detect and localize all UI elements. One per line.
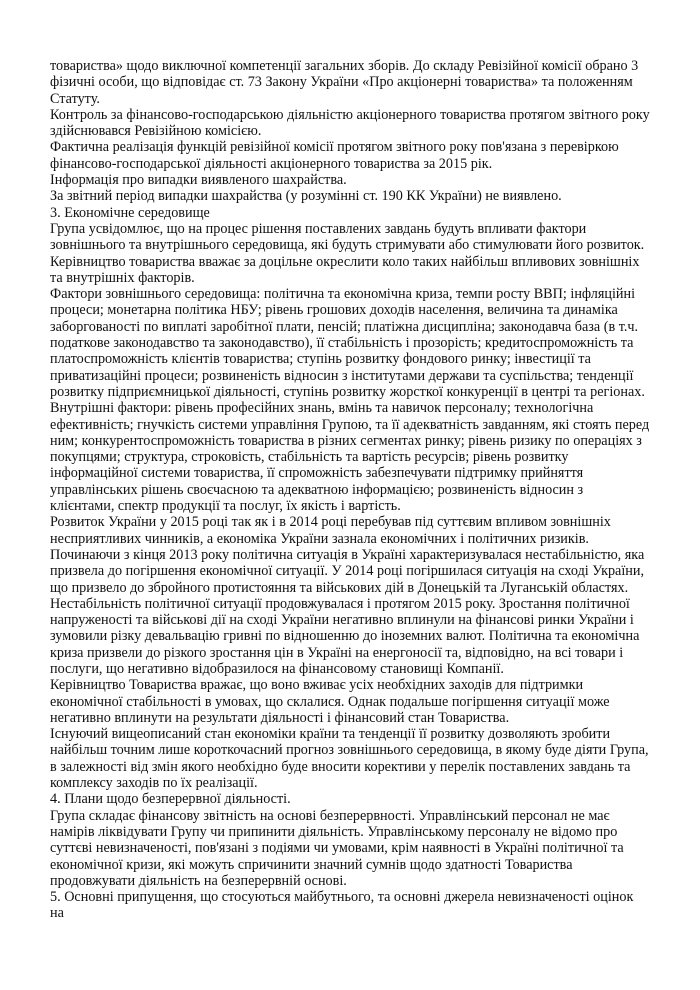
paragraph-fraud-info-heading: Інформація про випадки виявленого шахрайства. — [50, 172, 347, 189]
paragraph-external-factors: Фактори зовнішнього середовища: політична та економічна криза, темпи росту ВВП; інфляційні процеси; монетарна політика НБУ; рівень грошових доходів населення, величина та динаміка заборгованості по виплаті заробітної плати, пенсій; платіжна дисципліна; законодавча база (в т.ч. податкове законодавство та законодавство), її стабільність і прозорість; кредитоспроможність та платоспроможність клієнтів товариства; ступінь розвитку фондового ринку; інвестиції та приватизаційні процеси; розвиненість відносин з інститутами держави та суспільства; тенденції розвитку підприємницької діяльності, ступінь розвитку жорсткої конкуренції в центрі та регіонах. — [50, 286, 645, 400]
document-page — [50, 58, 650, 922]
paragraph-revision-commission-composition: товариства» щодо виключної компетенції загальних зборів. До складу Ревізійної комісії обрано 3 фізичні особи, що відповідає ст. 73 Закону України «Про акціонерні товариства» та положенням Статуту. — [50, 58, 639, 107]
paragraph-political-situation: Починаючи з кінця 2013 року політична ситуація в Україні характеризувалася нестабільністю, яка призвела до погіршення економічної ситуації. У 2014 році погіршилася ситуація на сході України, що призвело до збройного протистояння та військових дій в Донецькій та Луганській областях. Нестабільність політичної ситуації продовжувалася і протягом 2015 року. Зростання політичної напруженості та військові дії на сході України негативно вплинули на фінансові ринки України і зумовили різку девальвацію гривні по відношенню до іноземних валют. Політична та економічна криза призвели до різкого зростання цін в Україні на енергоносії та, відповідно, на всі товари і послуги, що негативно відобразилося на фінансовому становищі Компанії. — [50, 546, 645, 677]
section-heading-going-concern: 4. Плани щодо безперервної діяльності. — [50, 791, 291, 808]
section-heading-economic-environment: 3. Економічне середовище — [50, 204, 210, 221]
paragraph-ukraine-development: Розвиток України у 2015 році так як і в 2014 році перебував під суттєвим впливом зовнішніх несприятливих чинників, а економіка України зазнала економічних і політичних ризиків. — [50, 514, 611, 547]
paragraph-commission-functions: Фактична реалізація функцій ревізійної комісії протягом звітного року пов'язана з перевіркою фінансово-господарської діяльності акціонерного товариства за 2015 рік. — [50, 139, 619, 172]
paragraph-management-measures: Керівництво Товариства вражає, що воно вживає усіх необхідних заходів для підтримки економічної стабільності в умовах, що склалися. Однак подальше погіршення ситуації може негативно вплинути на результати діяльності і фінансовий стан Товариства. — [50, 677, 610, 726]
paragraph-going-concern: Група складає фінансову звітність на основі безперервності. Управлінський персонал не має намірів ліквідувати Групу чи припинити діяльність. Управлінському персоналу не відомо про суттєві невизначеності, пов'язані з подіями чи умовами, крім наявності в Україні політичної та економічної кризи, які можуть спричинити значний сумнів щодо здатності Товариства продовжувати діяльність на безперервній основі. — [50, 807, 624, 889]
paragraph-fraud-info: За звітний період випадки шахрайства (у розумінні ст. 190 КК України) не виявлено. — [50, 188, 562, 205]
section-heading-key-assumptions: 5. Основні припущення, що стосуються майбутнього, та основні джерела невизначеності оцінок на — [50, 889, 634, 922]
paragraph-internal-factors: Внутрішні фактори: рівень професійних знань, вмінь та навичок персоналу; технологічна ефективність; гнучкість системи управління Групою, та її адекватність завданням, які стоять перед ним; конкурентоспроможність товариства в різних сегментах ринку; рівень ризику по операціях з покупцями; структура, строковість, стабільність та вартість ресурсів; рівень розвитку інформаційної системи товариства, її спроможність забезпечувати підтримку прийняття управлінських рішень своєчасною та адекватною інформацією; розвиненість відносин з клієнтами, спектр продукції та послуг, їх якість і вартість. — [50, 400, 650, 515]
paragraph-group-awareness: Група усвідомлює, що на процес рішення поставлених завдань будуть впливати фактори зовнішнього та внутрішнього середовища, які будуть стримувати або стимулювати його розвиток. Керівництво товариства вважає за доцільне окреслити коло таких найбільш впливових зовнішніх та внутрішніх факторів. — [50, 220, 645, 286]
paragraph-financial-control: Контроль за фінансово-господарською діяльністю акціонерного товариства протягом звітного року здійснювався Ревізійною комісією. — [50, 106, 650, 140]
paragraph-economic-forecast: Існуючий вищеописаний стан економіки країни та тенденції її розвитку дозволяють зробити найбільш точним лише короткочасний прогноз зовнішнього середовища, в якому буде діяти Група, в залежності від змін якого необхідно буде вносити корективи у перелік поставлених завдань та комплексу заходів по їх реалізації. — [50, 726, 649, 792]
